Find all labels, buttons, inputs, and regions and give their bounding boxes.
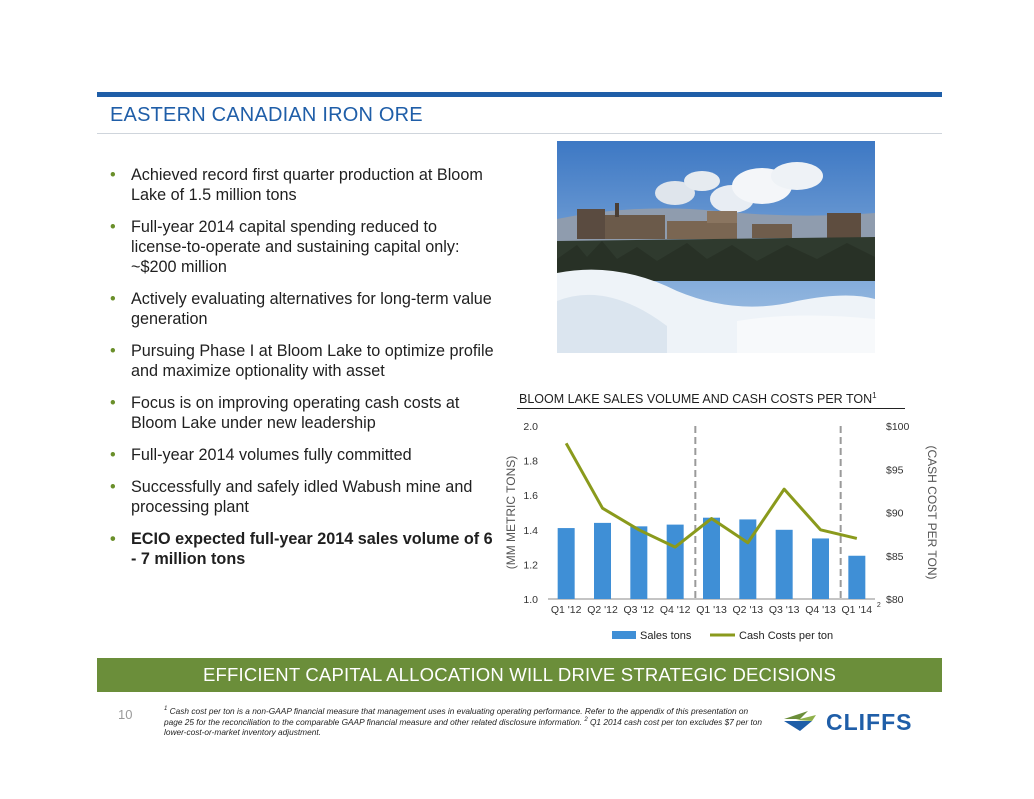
cliffs-logo	[782, 705, 947, 737]
footnote: $^1$ Cash cost per ton is a non-GAAP financial measure that management uses in evaluating operating performance. Refer to the appendix of this presentation on page 25 for the reconciliation to the comparable GAAP financial measure and other related disclosure information. $^2$ Q1 2014 cash cost per ton excludes $7 per ton lower-cost-or-market inventory adjustment.	[164, 705, 763, 737]
bullet-glyph: •	[110, 530, 116, 548]
y-tick-label: 1.6	[523, 490, 538, 503]
x-tick-label: Q1 '14	[841, 604, 873, 616]
sales-tons-bar	[594, 523, 611, 599]
logo-wordmark: CLIFFS	[826, 709, 913, 735]
bullet-glyph: •	[110, 166, 116, 184]
bullet-item	[110, 165, 495, 205]
bullet-text: Successfully and safely idled Wabush mine and processing plant	[131, 478, 473, 516]
sales-tons-bar	[558, 528, 575, 599]
x-tick-label: Q2 '12	[587, 604, 618, 616]
y-right-tick-label: $95	[886, 464, 904, 477]
sales-volume-cash-cost-chart	[495, 412, 945, 652]
bullet-text: Pursuing Phase I at Bloom Lake to optimize profile and maximize optionality with asset	[131, 342, 494, 380]
y-tick-label: 2.0	[523, 421, 538, 433]
bullet-glyph: •	[110, 478, 116, 496]
bullet-text: ECIO expected full-year 2014 sales volume of 6 - 7 million tons	[131, 530, 493, 568]
strategy-banner: EFFICIENT CAPITAL ALLOCATION WILL DRIVE STRATEGIC DECISIONS	[97, 658, 942, 692]
page-number: 10	[118, 707, 133, 722]
y-tick-label: 1.0	[523, 594, 538, 606]
y-tick-label: 1.8	[523, 455, 538, 468]
legend-cash-costs-label: Cash Costs per ton	[739, 630, 834, 642]
bullet-item	[110, 289, 495, 329]
x-tick-label: Q4 '13	[805, 604, 836, 616]
bullet-list	[110, 165, 495, 581]
sales-tons-bar	[848, 556, 865, 599]
sales-tons-bar	[703, 518, 720, 599]
bullet-glyph: •	[110, 394, 116, 412]
y-right-tick-label: $85	[886, 550, 904, 563]
bullet-item	[110, 529, 495, 569]
legend-sales-tons-swatch	[612, 631, 636, 639]
bloom-lake-mine-photo	[557, 141, 875, 353]
bullet-item	[110, 477, 495, 517]
y-right-axis-label: (CASH COST PER TON)	[925, 445, 939, 580]
bullet-glyph: •	[110, 342, 116, 360]
chart-title: BLOOM LAKE SALES VOLUME AND CASH COSTS PER TON$^1$	[519, 391, 877, 407]
bullet-text: Focus is on improving operating cash costs at Bloom Lake under new leadership	[131, 394, 460, 432]
bullet-glyph: •	[110, 218, 116, 236]
y-right-tick-label: $90	[886, 507, 904, 520]
bullet-text: Full-year 2014 capital spending reduced to license-to-operate and sustaining capital only: ~$200 million	[131, 218, 460, 276]
bullet-glyph: •	[110, 290, 116, 308]
x-tick-superscript: 2	[876, 602, 881, 609]
bullet-text: Full-year 2014 volumes fully committed	[131, 446, 412, 464]
bullet-item	[110, 217, 495, 277]
x-tick-label: Q4 '12	[659, 604, 691, 616]
y-axis-label: (MM METRIC TONS)	[504, 455, 518, 570]
bullet-glyph: •	[110, 446, 116, 464]
y-right-tick-label: $80	[886, 594, 904, 606]
x-tick-label: Q1 '12	[550, 604, 582, 616]
bullet-text: Achieved record first quarter production at Bloom Lake of 1.5 million tons	[131, 166, 483, 204]
page-title: EASTERN CANADIAN IRON ORE	[110, 104, 423, 126]
sales-tons-bar	[776, 530, 793, 599]
sales-tons-bar	[812, 538, 829, 599]
bullet-item	[110, 341, 495, 381]
x-tick-label: Q2 '13	[732, 604, 764, 616]
sales-tons-bar	[630, 526, 647, 599]
top-accent-bar	[97, 92, 942, 97]
bullet-text: Actively evaluating alternatives for long-term value generation	[131, 290, 492, 328]
x-tick-label: Q3 '13	[768, 604, 800, 616]
title-divider	[97, 133, 942, 134]
legend-sales-tons-label: Sales tons	[640, 630, 692, 642]
y-tick-label: 1.4	[523, 524, 538, 537]
x-tick-label: Q1 '13	[696, 604, 727, 616]
bullet-item	[110, 393, 495, 433]
y-tick-label: 1.2	[523, 559, 538, 572]
chart-title-divider	[517, 408, 905, 409]
sales-tons-bar	[667, 525, 684, 599]
y-right-tick-label: $100	[886, 421, 910, 433]
bullet-item	[110, 445, 495, 465]
cliffs-arrow-logo-icon	[784, 711, 816, 731]
x-tick-label: Q3 '12	[623, 604, 655, 616]
